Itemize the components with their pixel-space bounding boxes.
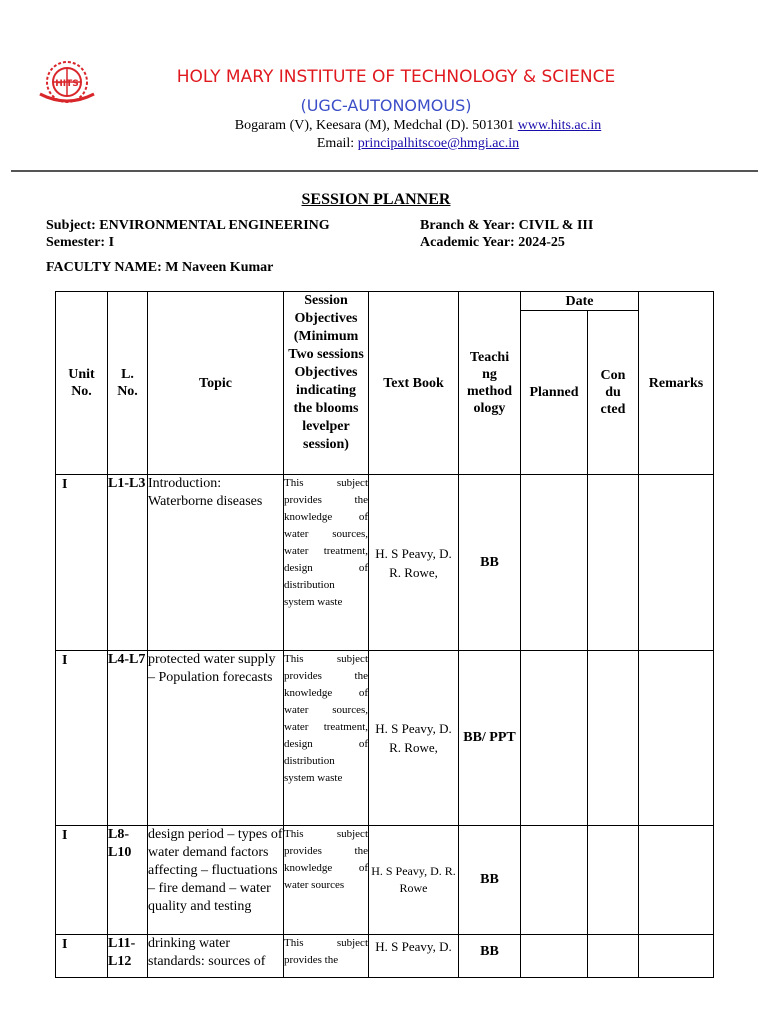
header-remarks: Remarks — [639, 292, 714, 475]
textbook-cell: H. S Peavy, D. R. Rowe — [369, 826, 459, 935]
topic-cell: Introduction: Waterborne diseases — [148, 475, 284, 651]
lecture-number-cell: L8-L10 — [108, 826, 148, 935]
header-planned: Planned — [521, 311, 588, 475]
unit-cell: I — [56, 826, 108, 935]
topic-cell: design period – types of water demand factors affecting – fluctuations – fire demand – water quality and testing — [148, 826, 284, 935]
institute-status: (UGC-AUTONOMOUS) — [300, 96, 472, 115]
conducted-cell — [588, 935, 639, 978]
header-textbook: Text Book — [369, 292, 459, 475]
objective-cell: This subject provides the knowledge of water sources, water treatment, design of distribution system waste — [284, 475, 369, 651]
academic-year-field: Academic Year: 2024-25 — [420, 235, 565, 250]
institute-name: HOLY MARY INSTITUTE OF TECHNOLOGY & SCIENCE — [176, 67, 616, 87]
lecture-number-cell: L4-L7 — [108, 651, 148, 826]
unit-cell: I — [56, 935, 108, 978]
table-row — [56, 651, 714, 826]
subject-field: Subject: ENVIRONMENTAL ENGINEERING — [46, 218, 330, 233]
remarks-cell — [639, 935, 714, 978]
address-line — [0, 118, 768, 134]
session-table — [55, 291, 714, 978]
header-date: Date — [521, 292, 639, 311]
svg-text:HITS: HITS — [55, 79, 79, 89]
semester-field: Semester: I — [46, 235, 115, 250]
objective-cell: This subject provides the — [284, 935, 369, 978]
website-link[interactable]: www.hits.ac.in — [517, 118, 602, 133]
conducted-cell — [588, 651, 639, 826]
table-row — [56, 935, 714, 978]
unit-cell: I — [56, 475, 108, 651]
method-cell: BB — [459, 826, 521, 935]
method-cell: BB — [459, 475, 521, 651]
branch-year-field: Branch & Year: CIVIL & III — [420, 218, 594, 233]
textbook-cell: H. S Peavy, D. R. Rowe, — [369, 651, 459, 826]
method-cell: BB — [459, 935, 521, 978]
table-row — [56, 826, 714, 935]
header-lno: L. No. — [108, 292, 148, 475]
conducted-cell — [588, 475, 639, 651]
conducted-cell — [588, 826, 639, 935]
header-method: Teachi ng method ology — [459, 292, 521, 475]
planned-cell — [521, 475, 588, 651]
remarks-cell — [639, 651, 714, 826]
email-label: Email: — [316, 136, 355, 151]
topic-cell: protected water supply – Population forecasts — [148, 651, 284, 826]
textbook-cell: H. S Peavy, D. R. Rowe, — [369, 475, 459, 651]
textbook-cell: H. S Peavy, D. — [369, 935, 459, 978]
lecture-number-cell: L1-L3 — [108, 475, 148, 651]
header-unit: Unit No. — [56, 292, 108, 475]
planned-cell — [521, 651, 588, 826]
objective-cell: This subject provides the knowledge of water sources — [284, 826, 369, 935]
header-objectives: Session Objectives (Minimum Two sessions Objectives indicating the blooms levelper session) — [284, 292, 369, 475]
remarks-cell — [639, 826, 714, 935]
topic-cell: drinking water standards: sources of — [148, 935, 284, 978]
email-link[interactable]: principalhitscoe@hmgi.ac.in — [357, 136, 520, 151]
faculty-name: FACULTY NAME: M Naveen Kumar — [46, 260, 274, 275]
header-conducted: Con du cted — [588, 311, 639, 475]
page-title: SESSION PLANNER — [301, 191, 451, 208]
table-row — [56, 475, 714, 651]
address-text: Bogaram (V), Keesara (M), Medchal (D). 501301 — [234, 118, 515, 133]
header-topic: Topic — [148, 292, 284, 475]
planned-cell — [521, 826, 588, 935]
email-line — [0, 136, 768, 152]
method-cell: BB/ PPT — [459, 651, 521, 826]
unit-cell: I — [56, 651, 108, 826]
header-divider — [11, 170, 758, 172]
planned-cell — [521, 935, 588, 978]
lecture-number-cell: L11-L12 — [108, 935, 148, 978]
objective-cell: This subject provides the knowledge of water sources, water treatment, design of distribution system waste — [284, 651, 369, 826]
remarks-cell — [639, 475, 714, 651]
